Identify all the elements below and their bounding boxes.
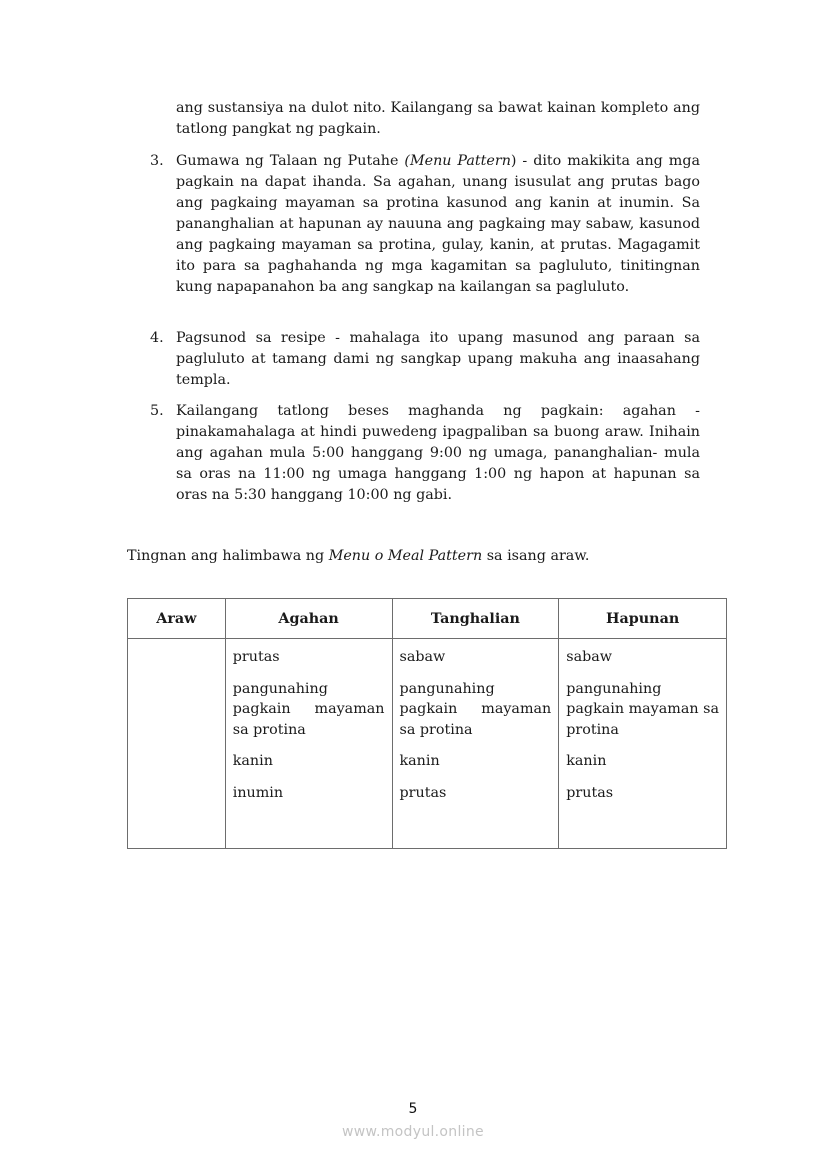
text-segment: Tingnan ang halimbawa ng (127, 548, 329, 564)
continuation-paragraph: ang sustansiya na dulot nito. Kailangang sa bawat kainan kompleto ang tatlong pangkat ng pagkain. (176, 100, 700, 137)
menu-item: sabaw (399, 649, 446, 665)
menu-item: prutas (232, 649, 280, 665)
menu-item: inumin (232, 784, 284, 801)
header-agahan: Agahan (225, 599, 392, 639)
menu-item: prutas (566, 784, 614, 801)
menu-item: pangunahing pagkain mayaman sa protina (399, 680, 552, 738)
cell-agahan (225, 639, 392, 849)
italic-term: (Menu Pattern (404, 153, 511, 169)
header-araw: Araw (128, 599, 226, 639)
list-item-text (176, 151, 700, 298)
cell-tanghalian (392, 639, 559, 849)
menu-item: kanin (566, 753, 607, 769)
list-number: 3. (150, 153, 164, 169)
menu-item: pangunahing pagkain mayaman sa protina (232, 680, 385, 738)
list-number: 5. (150, 403, 164, 419)
table-intro (127, 546, 589, 567)
meal-pattern-table (127, 598, 727, 849)
menu-item: kanin (399, 753, 440, 769)
menu-item: pangunahing pagkain mayaman sa protina (566, 680, 719, 738)
list-item-4 (150, 328, 700, 391)
list-item-text: Pagsunod sa resipe - mahalaga ito upang masunod ang paraan sa pagluluto at tamang dami ng sangkap upang makuha ang inaasahang templa. (176, 330, 700, 388)
cell-hapunan (559, 639, 727, 849)
list-item-3 (150, 151, 700, 298)
text-segment: sa isang araw. (482, 548, 590, 564)
header-hapunan: Hapunan (559, 599, 727, 639)
list-item-text: Kailangang tatlong beses maghanda ng pagkain: agahan - pinakamahalaga at hindi puwedeng ipagpaliban sa buong araw. Inihain ang agahan mula 5:00 hanggang 9:00 ng umaga, pananghalian- mula sa oras na 11:00 ng umaga hanggang 1:00 ng hapon at hapunan sa oras na 5:30 hanggang 10:00 ng gabi. (176, 403, 700, 503)
menu-item: prutas (399, 784, 447, 801)
text-segment: ) - dito makikita ang mga pagkain na dapat ihanda. Sa agahan, unang isusulat ang prutas bago ang pagkaing mayaman sa protina kasunod ang kanin at inumin. Sa pananghalian at hapunan ay nauuna ang pagkaing may sabaw, kasunod ang pagkaing mayaman sa protina, gulay, kanin, at prutas. Magagamit ito para sa paghahanda ng mga kagamitan sa pagluluto, tinitingnan kung napapanahon ba ang sangkap na kailangan sa pagluluto. (176, 153, 700, 295)
menu-item: kanin (232, 753, 273, 769)
watermark: www.modyul.online (342, 1124, 484, 1140)
list-number: 4. (150, 330, 164, 346)
cell-araw (128, 639, 226, 849)
table-header-row (128, 599, 727, 639)
italic-term: Menu o Meal Pattern (328, 548, 483, 564)
text-segment: Gumawa ng Talaan ng Putahe (176, 153, 405, 169)
table-row (128, 639, 727, 849)
list-item-5 (150, 401, 700, 506)
menu-item: sabaw (566, 649, 613, 665)
page-number: 5 (408, 1101, 418, 1117)
header-tanghalian: Tanghalian (392, 599, 559, 639)
